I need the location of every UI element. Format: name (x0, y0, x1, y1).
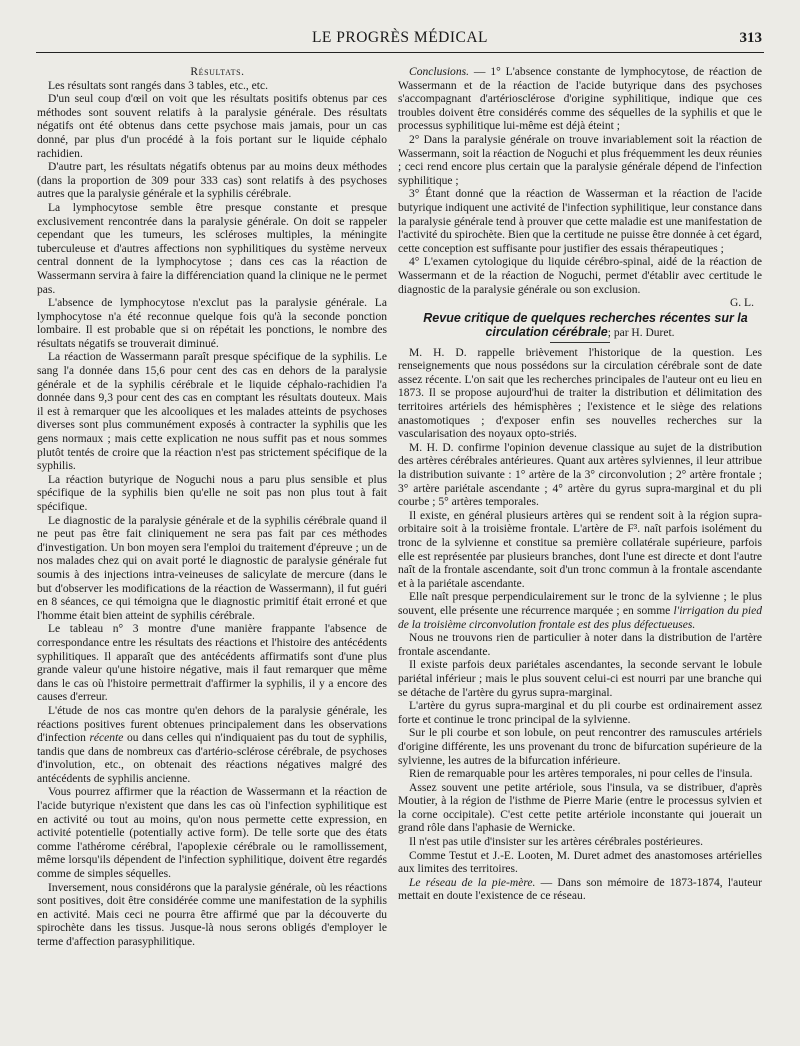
paragraph: La lymphocytose semble être presque constante et presque exclusivement rencontrée dans la paralysie générale. On doit se rappeler cependant que les tumeurs, les scléroses multiples, la méningite tuberculeuse et d'autres affections non syphilitiques du système nerveux central donnent de la lymphocytose ; dans ces cas la réaction de Wassermann servira à faire la différenciation quand la clinique ne le permet pas. (37, 201, 387, 296)
paragraph: D'un seul coup d'œil on voit que les résultats positifs obtenus par ces méthodes sont souvent relatifs à la paralysie générale. Des résultats négatifs ont été obtenus dans cette psychose mais jamais, pour un cas donné, par plus d'un procédé à la fois portant sur le liquide céphalo rachidien. (37, 93, 387, 160)
paragraph: Il n'est pas utile d'insister sur les artères cérébrales postérieures. (409, 836, 704, 849)
paragraph: M. H. D. confirme l'opinion devenue classique au sujet de la distribution des artères cérébrales antérieures. Quant aux artères sylviennes, il leur attribue la distribution suivante : 1° artère de la 3° circonvolution ; 2° artère frontale ; 3° artère pariétale ascendante ; 4° artère du gyrus supra-marginal et du pli courbe ; 5° artères temporales. (398, 441, 762, 509)
paragraph: Rien de remarquable pour les artères temporales, ni pour celles de l'insula. (409, 768, 753, 781)
title-rule (550, 342, 610, 343)
article-title (398, 311, 762, 340)
signature-line (398, 297, 762, 311)
paragraph: Le tableau n° 3 montre d'une manière frappante l'absence de correspondance entre les résultats des réactions et l'histoire des antécédents syphilitiques. Il apparaît que des antécédents affirmatifs sont d'une plus grande valeur qu'une histoire négative, mais il faut remarquer que même dans le cas où l'histoire permettrait d'affirmer la syphilis, il y a encore des causes d'erreur. (37, 623, 387, 704)
header-rule (36, 52, 764, 53)
article-author: ; par H. Duret. (607, 326, 675, 339)
conclusions-label: Conclusions. (409, 66, 469, 78)
paragraph (37, 705, 387, 787)
text-run: ou dans celles qui n'indiquaient pas du tout de syphilis, tandis que dans de nombreux cas d'artério-sclérose cérébrale, de psychoses d'involution, etc., on obtenait des réactions négatives malgré des antécédents de syphilis ancienne. (37, 732, 387, 785)
paragraph: Les résultats sont rangés dans 3 tables, etc., etc. (48, 79, 268, 92)
italic-run: Le réseau de la pie-mère. (409, 876, 536, 889)
paragraph: 2° Dans la paralysie générale on trouve invariablement soit la réaction de Wassermann, soit la réaction de Noguchi et plus fréquemment les deux réunies ; ceci rend encore plus certain que la paralysie générale dépend de l'infection syphilitique ; (398, 133, 762, 187)
italic-run: l'irrigation du pied de la troisième circonvolution frontale est des plus défectueuses. (398, 604, 762, 631)
right-column (398, 66, 762, 904)
paragraph: Le diagnostic de la paralysie générale et de la syphilis cérébrale quand il ne peut pas être fait cliniquement ne sera pas fait par ces méthodes d'investigation. Un bon moyen sera l'emploi du traitement d'épreuve ; un de nos malades chez qui on avait porté le diagnostic de paralysie générale fut soumis à des injections intra-veineuses de salicylate de mercure (dans le but d'observer les modifications de la réaction de Wassermann), il fut guéri en 8 séances, ce qui témoigna que le diagnostic primitif était erroné et que l'homme était bien atteint de syphilis cérébrale. (37, 514, 387, 622)
paragraph: Il existe, en général plusieurs artères qui se rendent soit à la région supra-orbitaire soit à la troisième frontale. L'artère de F³. naît parfois isolément du tronc de la sylvienne et constitue sa première collatérale supérieure, parfois elle est représentée par plusieurs branches, dont l'une est directe et dont l'autre naît de la frontale ascendante, soit d'un tronc commun à la frontale ascendante et à la pariétale ascendante. (398, 509, 762, 590)
paragraph: 4° L'examen cytologique du liquide cérébro-spinal, aidé de la réaction de Wassermann et de la réaction de Noguchi, permet d'établir avec certitude le diagnostic de la paralysie générale ou son exclusion. (398, 256, 762, 296)
section-title-resultats: Résultats. (190, 66, 245, 78)
paragraph (398, 877, 762, 904)
signature: G. L. (729, 297, 754, 310)
paragraph: Assez souvent une petite artériole, sous l'insula, va se distribuer, d'après Moutier, à la région de l'isthme de Pierre Marie (entre le processus sylvien et la corne occipitale). C'est cette petite artériole inconstante qui jouerait un grand rôle dans l'aphasie de Wernicke. (398, 781, 762, 835)
paragraph: L'absence de lymphocytose n'exclut pas la paralysie générale. La lymphocytose n'a été reconnue quelque fois qu'à la seconde ponction lombaire. Il est probable que si on répétait les ponctions, le nombre des résultats négatifs se trouverait diminué. (37, 297, 387, 350)
page-number: 313 (739, 30, 762, 46)
paragraph: L'artère du gyrus supra-marginal et du pli courbe est ordinairement assez forte et continue le tronc principal de la sylvienne. (398, 700, 762, 726)
paragraph: M. H. D. rappelle brièvement l'historique de la question. Les renseignements que nous possédons sur la circulation cérébrale sont de date assez récente. L'on sait que les recherches principales de l'auteur ont eu lieu en 1873. Il se propose aujourd'hui de traiter la distribution et délimitation des territoires artériels des hémisphères ; l'existence et le siège des relations anastomotiques ; d'exposer enfin ses nouvelles recherches sur la vascularisation des noyaux opto-striés. (398, 346, 762, 441)
text-run: — Dans son mémoire de 1873-1874, l'auteur mettait en doute l'existence de ce réseau. (398, 876, 762, 903)
paragraph: Nous ne trouvons rien de particulier à noter dans la distribution de l'artère frontale ascendante. (398, 632, 762, 658)
conclusions-paragraph (398, 66, 762, 134)
article-title-text: Revue critique de quelques recherches récentes sur la circulation cérébrale (423, 310, 748, 339)
paragraph: Inversement, nous considérons que la paralysie générale, où les réactions sont positives, doit être considérée comme une manifestation de la syphilis en activité. Mais ceci ne pourra être affirmé que par la découverte du spirochète dans les tissus. Jusque-là nous serons obligés d'employer le terme d'affection parasyphilitique. (37, 881, 387, 948)
paragraph: Sur le pli courbe et son lobule, on peut rencontrer des ramuscules artériels d'origine différente, les uns provenant du tronc de bifurcation supérieure de la sylvienne, les autres de la bifurcation inférieure. (398, 727, 762, 767)
journal-title: LE PROGRÈS MÉDICAL (311, 29, 489, 46)
text-run: L'étude de nos cas montre qu'en dehors de la paralysie générale, les réactions positives furent obtenues principalement dans les observations d'infection (37, 704, 387, 745)
text-run: — 1° L'absence constante de lymphocytose, de réaction de Wassermann et de la réaction de l'acide butyrique dans des psychoses s'accompagnant d'artériosclérose d'origine syphilitique, indique que ces troubles doivent être considérés comme des séquelles de la syphilis et que le processus syphilitique lui-même est déjà éteint ; (398, 66, 762, 133)
paragraph (398, 591, 762, 632)
paragraph: Vous pourrez affirmer que la réaction de Wassermann et la réaction de l'acide butyrique n'existent que dans les cas où l'infection syphilitique est en activité ou tout au moins, qu'on nous permette cette expression, en activité potentielle (potentially active form). De telle sorte que des états comme l'athérome cérébral, l'apoplexie cérébrale ou le ramollissement, même lorsqu'ils dépendent de l'infection syphilitique, doivent être regardés comme de simples séquelles. (37, 786, 387, 881)
paragraph: D'autre part, les résultats négatifs obtenus par au moins deux méthodes (dans la proportion de 309 pour 333 cas) sont relatifs à des psychoses autres que la paralysie générale et la syphilis cérébrale. (37, 161, 387, 201)
paragraph: La réaction butyrique de Noguchi nous a paru plus sensible et plus spécifique de la syphilis bien qu'elle ne soit pas non plus tout à fait spécifique. (37, 473, 387, 513)
text-run: Elle naît presque perpendiculairement sur le tronc de la sylvienne ; le plus souvent, elle présente une récurrence marquée ; en somme (398, 591, 762, 617)
italic-run: récente (89, 732, 124, 745)
paragraph: 3° Étant donné que la réaction de Wasserman et la réaction de l'acide butyrique indiquent une activité de l'infection syphilitique, leur constance dans la paralysie générale tend à prouver que cette maladie est une manifestation de l'activité du spirochète. Bien que la certitude ne puisse être donnée à cet égard, cette conception est suffisante pour justifier des essais thérapeutiques ; (398, 188, 762, 255)
paragraph: La réaction de Wassermann paraît presque spécifique de la syphilis. Le sang l'a donnée dans 15,6 pour cent des cas en dehors de la paralysie générale et de la syphilis cérébrale et le liquide céphalo-rachidien l'a donnée dans 9,3 pour cent des cas en comptant les résultats douteux. Mais il est à remarquer que les alcooliques et les malades atteints de psychoses diverses sont plus communément exposés à contracter la syphilis que les gens normaux ; mais cette explication ne nous suffit pas et nous sommes plutôt tentés de croire que la réaction n'est pas strictement spécifique de la syphilis. (37, 351, 387, 473)
paragraph: Comme Testut et J.-E. Looten, M. Duret admet des anastomoses artérielles aux limites des territoires. (398, 849, 762, 876)
paragraph: Il existe parfois deux pariétales ascendantes, la seconde servant le lobule pariétal inférieur ; mais le plus souvent celui-ci est nourri par une branche qui se détache de l'artère du gyrus supra-marginal. (398, 659, 762, 699)
left-column (37, 66, 387, 950)
